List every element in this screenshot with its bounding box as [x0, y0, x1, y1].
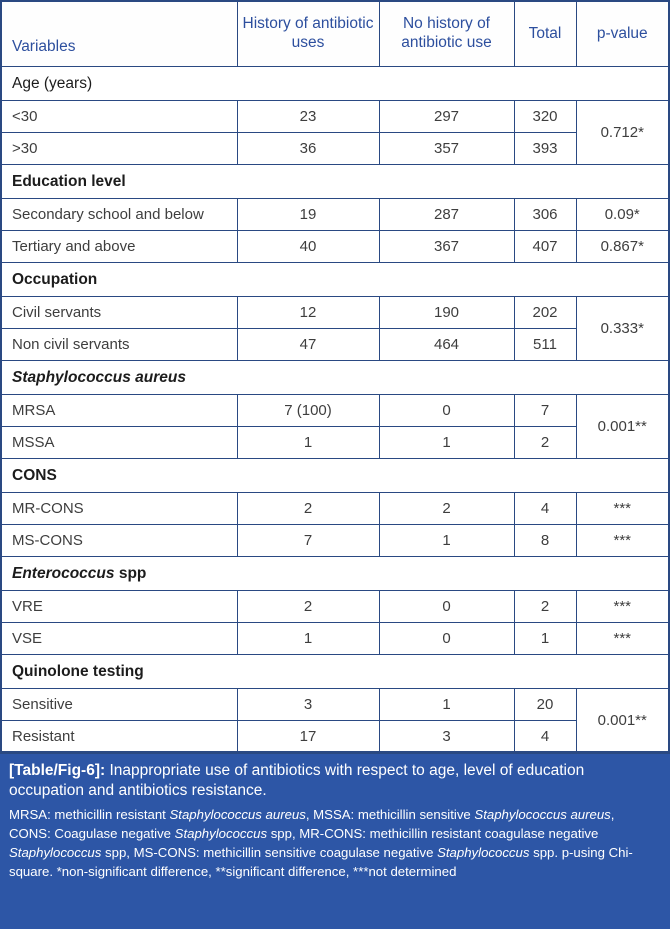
cell-total: 393: [514, 133, 576, 165]
cell-total: 511: [514, 329, 576, 361]
cell-total: 202: [514, 297, 576, 329]
section-education: [1, 165, 669, 199]
cell-label: >30: [1, 133, 237, 165]
cell-label: Tertiary and above: [1, 231, 237, 263]
cell-total: 407: [514, 231, 576, 263]
cell-no-history: 0: [379, 623, 514, 655]
section-age: [1, 67, 669, 101]
section-title-text: Occupation: [12, 270, 98, 288]
cell-total: 320: [514, 101, 576, 133]
cell-no-history: 0: [379, 591, 514, 623]
row-age-over-30: [1, 133, 669, 165]
row-mrsa: [1, 395, 669, 427]
section-title-quinolone: [1, 655, 669, 689]
row-non-civil-servants: [1, 329, 669, 361]
cell-history: 7 (100): [237, 395, 379, 427]
cell-no-history: 464: [379, 329, 514, 361]
section-occupation: [1, 263, 669, 297]
col-header-total: Total: [514, 1, 576, 67]
cell-p-value-shared: 0.001**: [576, 395, 669, 459]
cell-total: 7: [514, 395, 576, 427]
col-header-variables: Variables: [1, 1, 237, 67]
row-age-under-30: [1, 101, 669, 133]
section-title-text: CONS: [12, 466, 57, 484]
section-title-italic: Enterococcus: [12, 564, 115, 582]
cell-label: Sensitive: [1, 689, 237, 721]
cell-history: 1: [237, 427, 379, 459]
cell-total: 4: [514, 493, 576, 525]
cell-no-history: 1: [379, 525, 514, 557]
cell-label: Civil servants: [1, 297, 237, 329]
section-cons: [1, 459, 669, 493]
cell-history: 2: [237, 493, 379, 525]
cell-no-history: 0: [379, 395, 514, 427]
cell-no-history: 1: [379, 689, 514, 721]
cell-label: MR-CONS: [1, 493, 237, 525]
table-caption: [0, 754, 670, 929]
cell-total: 306: [514, 199, 576, 231]
cell-total: 1: [514, 623, 576, 655]
section-title-enterococcus: [1, 557, 669, 591]
row-mr-cons: [1, 493, 669, 525]
row-vse: [1, 623, 669, 655]
cell-no-history: 357: [379, 133, 514, 165]
row-resistant: [1, 721, 669, 753]
row-mssa: [1, 427, 669, 459]
cell-no-history: 3: [379, 721, 514, 753]
cell-p-value-shared: 0.333*: [576, 297, 669, 361]
cell-p-value: ***: [576, 591, 669, 623]
cell-no-history: 1: [379, 427, 514, 459]
section-title-text: Quinolone testing: [12, 662, 144, 680]
cell-label: VRE: [1, 591, 237, 623]
section-staph-aureus: [1, 361, 669, 395]
section-quinolone: [1, 655, 669, 689]
cell-total: 2: [514, 591, 576, 623]
section-title-education: [1, 165, 669, 199]
cell-label: Secondary school and below: [1, 199, 237, 231]
cell-total: 2: [514, 427, 576, 459]
col-header-history: History of antibiotic uses: [237, 1, 379, 67]
row-civil-servants: [1, 297, 669, 329]
cell-p-value: ***: [576, 623, 669, 655]
cell-history: 36: [237, 133, 379, 165]
cell-no-history: 190: [379, 297, 514, 329]
cell-no-history: 287: [379, 199, 514, 231]
cell-history: 3: [237, 689, 379, 721]
cell-p-value: 0.09*: [576, 199, 669, 231]
section-title-age: [1, 67, 669, 101]
cell-history: 12: [237, 297, 379, 329]
cell-label: MSSA: [1, 427, 237, 459]
cell-total: 20: [514, 689, 576, 721]
cell-label: <30: [1, 101, 237, 133]
cell-total: 4: [514, 721, 576, 753]
row-secondary-school: [1, 199, 669, 231]
col-header-no-history: No history of antibiotic use: [379, 1, 514, 67]
section-title-cons: [1, 459, 669, 493]
row-ms-cons: [1, 525, 669, 557]
section-enterococcus: [1, 557, 669, 591]
cell-p-value: 0.867*: [576, 231, 669, 263]
cell-p-value: ***: [576, 493, 669, 525]
cell-p-value-shared: 0.712*: [576, 101, 669, 165]
section-title-occupation: [1, 263, 669, 297]
section-title-staph-aureus: [1, 361, 669, 395]
caption-text: Inappropriate use of antibiotics with respect to age, level of education occupation and antibiotics resistance.: [9, 762, 585, 800]
cell-history: 1: [237, 623, 379, 655]
section-title-text: spp: [114, 564, 147, 582]
cell-total: 8: [514, 525, 576, 557]
table-header-row: [1, 1, 669, 67]
caption-main: [9, 761, 658, 802]
row-tertiary: [1, 231, 669, 263]
section-title-text: Age (years): [12, 74, 93, 92]
cell-history: 23: [237, 101, 379, 133]
row-sensitive: [1, 689, 669, 721]
cell-label: MS-CONS: [1, 525, 237, 557]
caption-label: [Table/Fig-6]:: [9, 762, 106, 779]
cell-history: 2: [237, 591, 379, 623]
cell-no-history: 367: [379, 231, 514, 263]
cell-p-value-shared: 0.001**: [576, 689, 669, 753]
col-header-p-value: p-value: [576, 1, 669, 67]
cell-history: 47: [237, 329, 379, 361]
section-title-italic: Staphylococcus aureus: [12, 368, 187, 386]
cell-no-history: 297: [379, 101, 514, 133]
section-title-text: Education level: [12, 172, 126, 190]
row-vre: [1, 591, 669, 623]
cell-history: 7: [237, 525, 379, 557]
cell-history: 40: [237, 231, 379, 263]
cell-label: Non civil servants: [1, 329, 237, 361]
cell-history: 17: [237, 721, 379, 753]
cell-label: Resistant: [1, 721, 237, 753]
cell-label: VSE: [1, 623, 237, 655]
cell-p-value: ***: [576, 525, 669, 557]
cell-history: 19: [237, 199, 379, 231]
cell-label: MRSA: [1, 395, 237, 427]
cell-no-history: 2: [379, 493, 514, 525]
caption-footnote: MRSA: methicillin resistant Staphylococcus aureus, MSSA: methicillin sensitive Staphylococcus aureus, CONS: Coagulase negative Staphylococcus spp, MR-CONS: methicillin resistant coagulase negative Staphylococcus spp, MS-CONS: methicillin sensitive coagulase negative Staphylococcus spp. p-using Chi-square. *non-significant difference, **significant difference, ***not determined: [9, 806, 633, 880]
